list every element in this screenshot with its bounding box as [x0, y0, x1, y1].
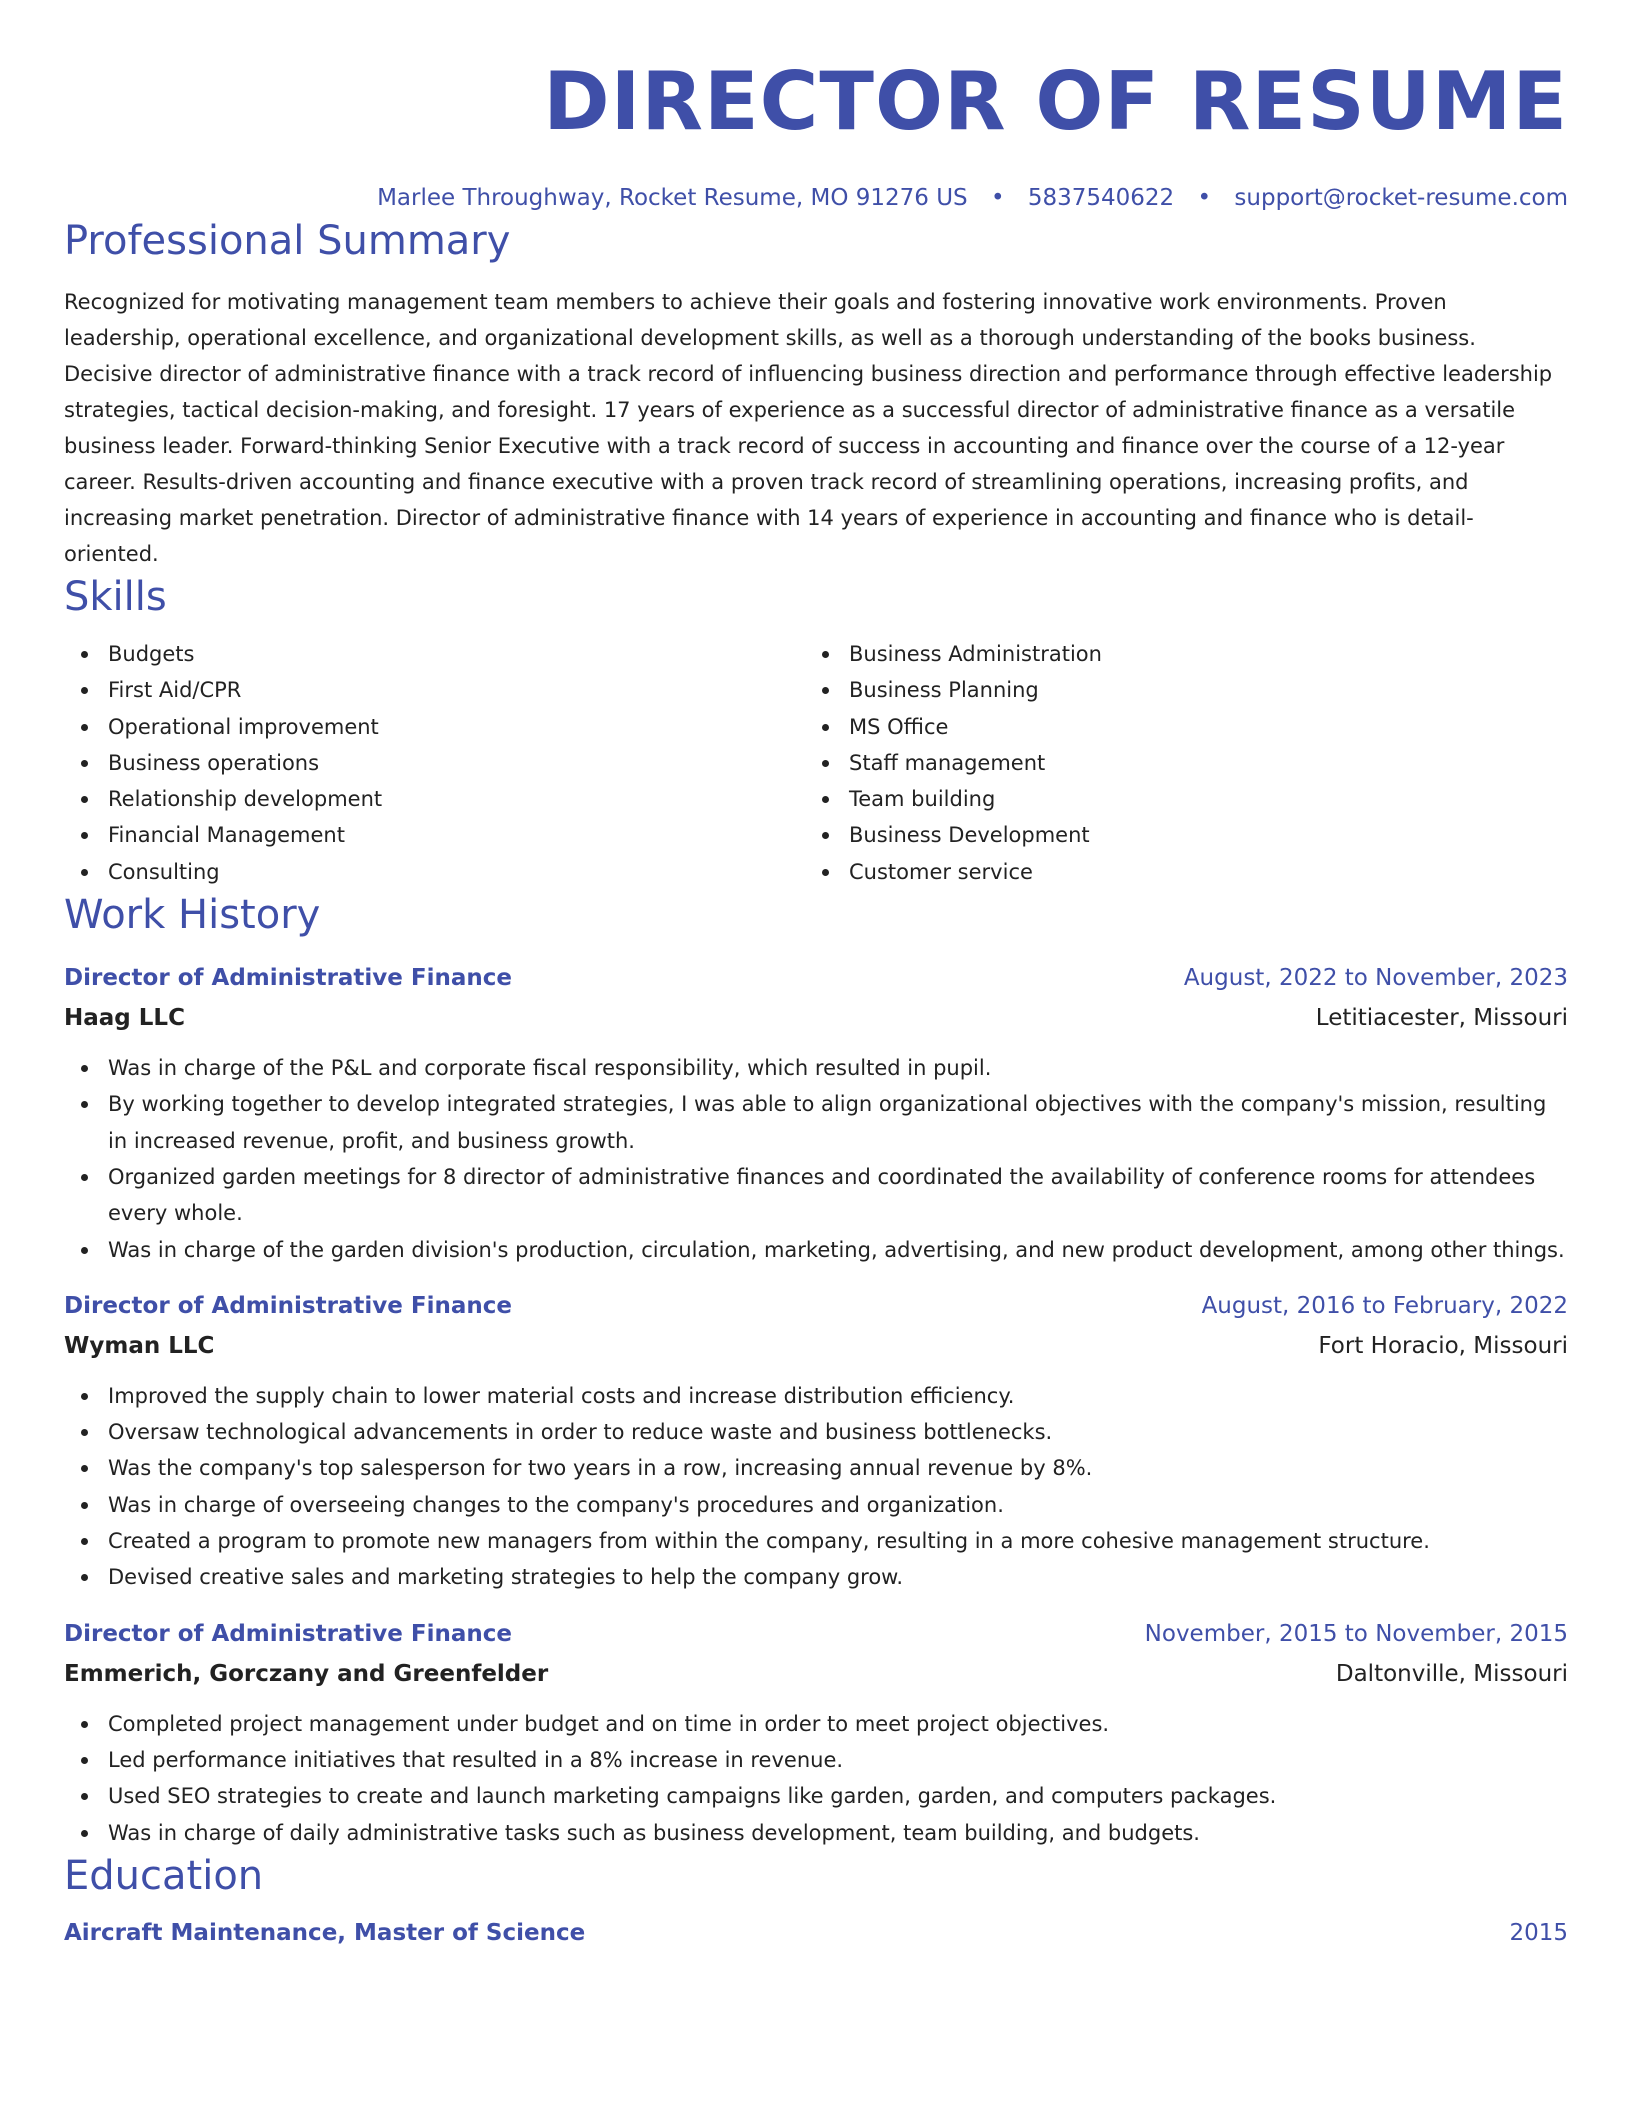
- contact-separator: •: [990, 185, 1005, 211]
- job-dates: August, 2022 to November, 2023: [1183, 965, 1568, 992]
- resume-name: DIRECTOR OF RESUME: [543, 55, 1568, 148]
- job-bullet: Led performance initiatives that resulted in a 8% increase in revenue.: [64, 1742, 1568, 1778]
- contact-email: support@rocket-resume.com: [1234, 185, 1568, 211]
- job-bullets: [64, 1378, 1568, 1596]
- skill-item: Relationship development: [64, 781, 805, 817]
- job-bullet: Improved the supply chain to lower material costs and increase distribution efficiency.: [64, 1378, 1568, 1414]
- summary-text: Recognized for motivating management team members to achieve their goals and fostering innovative work environments. Proven leadership, operational excellence, and organizational development skills, as well as a thorough understanding of the books business. Decisive director of administrative finance with a track record of influencing business direction and performance through effective leadership strategies, tactical decision-making, and foresight. 17 years of experience as a successful director of administrative finance as a versatile business leader. Forward-thinking Senior Executive with a track record of success in accounting and finance over the course of a 12-year career. Results-driven accounting and finance executive with a proven track record of streamlining operations, increasing profits, and increasing market penetration. Director of administrative finance with 14 years of experience in accounting and finance who is detail-oriented.: [64, 290, 1553, 566]
- job-bullet: Was in charge of daily administrative tasks such as business development, team building, and budgets.: [64, 1815, 1568, 1851]
- job-bullet: Oversaw technological advancements in order to reduce waste and business bottlenecks.: [64, 1414, 1568, 1450]
- job-company: Haag LLC: [64, 1005, 185, 1032]
- skill-item: Staff management: [805, 745, 1546, 781]
- job-bullet: Used SEO strategies to create and launch marketing campaigns like garden, garden, and computers packages.: [64, 1778, 1568, 1814]
- skill-item: MS Office: [805, 709, 1546, 745]
- job-location: Fort Horacio, Missouri: [1318, 1332, 1568, 1359]
- skill-item: Customer service: [805, 854, 1546, 890]
- job-title: Director of Administrative Finance: [64, 1292, 513, 1319]
- skill-item: Operational improvement: [64, 709, 805, 745]
- contact-separator: •: [1197, 185, 1212, 211]
- job-bullet: Was the company's top salesperson for two years in a row, increasing annual revenue by 8%.: [64, 1450, 1568, 1486]
- job-bullet: Was in charge of the P&L and corporate fiscal responsibility, which resulted in pupil.: [64, 1050, 1568, 1086]
- job-entry: [64, 960, 1568, 1268]
- job-entry: [64, 1616, 1568, 1851]
- contact-address: Marlee Throughway, Rocket Resume, MO 91276 US: [377, 185, 968, 211]
- skills-heading: Skills: [64, 574, 167, 620]
- job-entry: [64, 1288, 1568, 1596]
- job-bullets: [64, 1706, 1568, 1851]
- job-company: Emmerich, Gorczany and Greenfelder: [64, 1660, 549, 1687]
- skill-item: Business Development: [805, 817, 1546, 853]
- job-header-row: [64, 960, 1568, 996]
- job-header-row: [64, 1616, 1568, 1652]
- education-heading: Education: [64, 1852, 264, 1899]
- skill-item: First Aid/CPR: [64, 672, 805, 708]
- job-bullet: Organized garden meetings for 8 director of administrative finances and coordinated the availability of conference rooms for attendees every whole.: [64, 1159, 1568, 1232]
- skill-item: Financial Management: [64, 817, 805, 853]
- job-bullet: By working together to develop integrated strategies, I was able to align organizational objectives with the company's mission, resulting in increased revenue, profit, and business growth.: [64, 1086, 1568, 1159]
- skill-item: Team building: [805, 781, 1546, 817]
- skills-column-right: [805, 636, 1546, 890]
- job-bullet: Was in charge of overseeing changes to the company's procedures and organization.: [64, 1487, 1568, 1523]
- contact-line: [64, 180, 1568, 216]
- skill-item: Business Planning: [805, 672, 1546, 708]
- job-bullet: Devised creative sales and marketing strategies to help the company grow.: [64, 1559, 1568, 1595]
- job-bullet: Was in charge of the garden division's production, circulation, marketing, advertising, and new product development, among other things.: [64, 1232, 1568, 1268]
- job-title: Director of Administrative Finance: [64, 965, 513, 992]
- job-company-row: [64, 1328, 1568, 1364]
- job-bullet: Completed project management under budget and on time in order to meet project objectives.: [64, 1706, 1568, 1742]
- skills-column-left: [64, 636, 805, 890]
- skill-item: Business operations: [64, 745, 805, 781]
- skill-item: Consulting: [64, 854, 805, 890]
- job-company-row: [64, 1656, 1568, 1692]
- job-bullets: [64, 1050, 1568, 1268]
- education-degree: Aircraft Maintenance, Master of Science: [64, 1919, 586, 1946]
- job-header-row: [64, 1288, 1568, 1324]
- job-title: Director of Administrative Finance: [64, 1620, 513, 1647]
- summary-heading: Professional Summary: [64, 218, 511, 264]
- work-history-heading: Work History: [64, 892, 321, 939]
- job-company: Wyman LLC: [64, 1332, 215, 1359]
- job-location: Daltonville, Missouri: [1335, 1660, 1568, 1687]
- skill-item: Budgets: [64, 636, 805, 672]
- resume-header: [64, 0, 1568, 216]
- contact-phone: 5837540622: [1027, 185, 1175, 211]
- skill-item: Business Administration: [805, 636, 1546, 672]
- job-bullet: Created a program to promote new managers from within the company, resulting in a more cohesive management structure.: [64, 1523, 1568, 1559]
- skills-list: [64, 636, 1568, 890]
- job-company-row: [64, 1000, 1568, 1036]
- work-history-list: [64, 960, 1568, 1851]
- education-year: 2015: [1509, 1919, 1568, 1946]
- job-location: Letitiacester, Missouri: [1315, 1005, 1568, 1032]
- job-dates: November, 2015 to November, 2015: [1144, 1620, 1568, 1647]
- education-entry: [64, 1915, 1568, 1951]
- job-dates: August, 2016 to February, 2022: [1201, 1292, 1568, 1319]
